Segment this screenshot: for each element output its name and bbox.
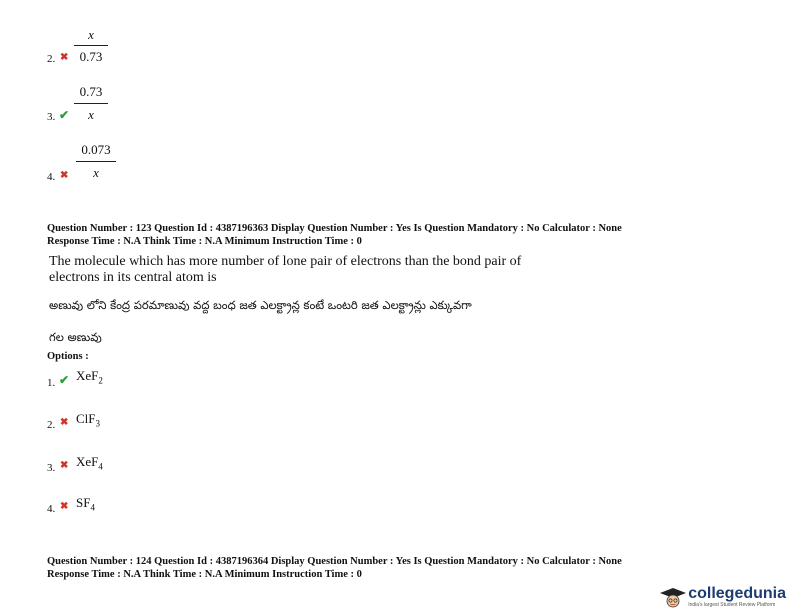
option-number: 2.: [47, 53, 56, 65]
wrong-mark-icon: ✖: [60, 460, 69, 471]
option-text: $SF_4$: [76, 495, 95, 513]
check-mark-icon: ✔: [59, 108, 70, 122]
question-meta-line1: Question Number : 124 Question Id : 4387196364 Display Question Number : Yes Is Question Mandatory : No Calculator : None: [47, 556, 622, 567]
fraction: [76, 142, 116, 181]
wrong-mark-icon: ✖: [60, 52, 69, 63]
option-text: XeF$_2$: [76, 368, 103, 386]
question-meta: [47, 555, 622, 581]
question-text-english: [49, 254, 521, 286]
option-number: 3.: [47, 111, 56, 123]
graduate-mascot-icon: [658, 586, 688, 608]
question-meta-line1: Question Number : 123 Question Id : 4387196363 Display Question Number : Yes Is Question Mandatory : No Calculator : None: [47, 223, 622, 234]
numerator: x: [88, 27, 94, 42]
collegedunia-logo: [658, 586, 786, 608]
wrong-mark-icon: ✖: [60, 170, 69, 181]
question-meta-line2: Response Time : N.A Think Time : N.A Minimum Instruction Time : 0: [47, 236, 362, 247]
question-text-line1: The molecule which has more number of lone pair of electrons than the bond pair of: [49, 254, 522, 269]
wrong-mark-icon: ✖: [60, 417, 69, 428]
denominator: x: [88, 107, 94, 122]
option-number: 3.: [47, 462, 56, 474]
option-number: 2.: [47, 419, 56, 431]
denominator: x: [93, 165, 99, 180]
logo-tagline: India's largest Student Review Platform: [688, 602, 776, 608]
logo-brand-text: collegedunia: [688, 585, 786, 602]
option-number: 4.: [47, 503, 56, 515]
option-text: XeF$_4$: [76, 454, 103, 472]
fraction: [74, 27, 108, 65]
check-mark-icon: ✔: [59, 373, 70, 387]
option-text: ClF$_3$: [76, 411, 101, 429]
question-text-telugu-line1: అణువు లోని కేంద్ర పరమాణువు వద్ద బంధ జత ఎలక్ట్రాన్ల కంటే ఒంటరి జత ఎలక్ట్రాన్లు ఎక్కువగా: [49, 298, 472, 312]
question-text-line2: electrons in its central atom is: [49, 270, 217, 285]
fraction: [74, 84, 108, 123]
option-number: 1.: [47, 377, 56, 389]
options-label: Options :: [47, 351, 89, 362]
numerator: 0.073: [76, 142, 116, 162]
denominator: 0.73: [74, 45, 108, 65]
question-text-telugu-line2: గల అణువు: [49, 330, 102, 344]
option-number: 4.: [47, 171, 56, 183]
numerator: 0.73: [74, 84, 108, 104]
wrong-mark-icon: ✖: [60, 501, 69, 512]
question-meta: [47, 222, 622, 248]
question-meta-line2: Response Time : N.A Think Time : N.A Minimum Instruction Time : 0: [47, 569, 362, 580]
